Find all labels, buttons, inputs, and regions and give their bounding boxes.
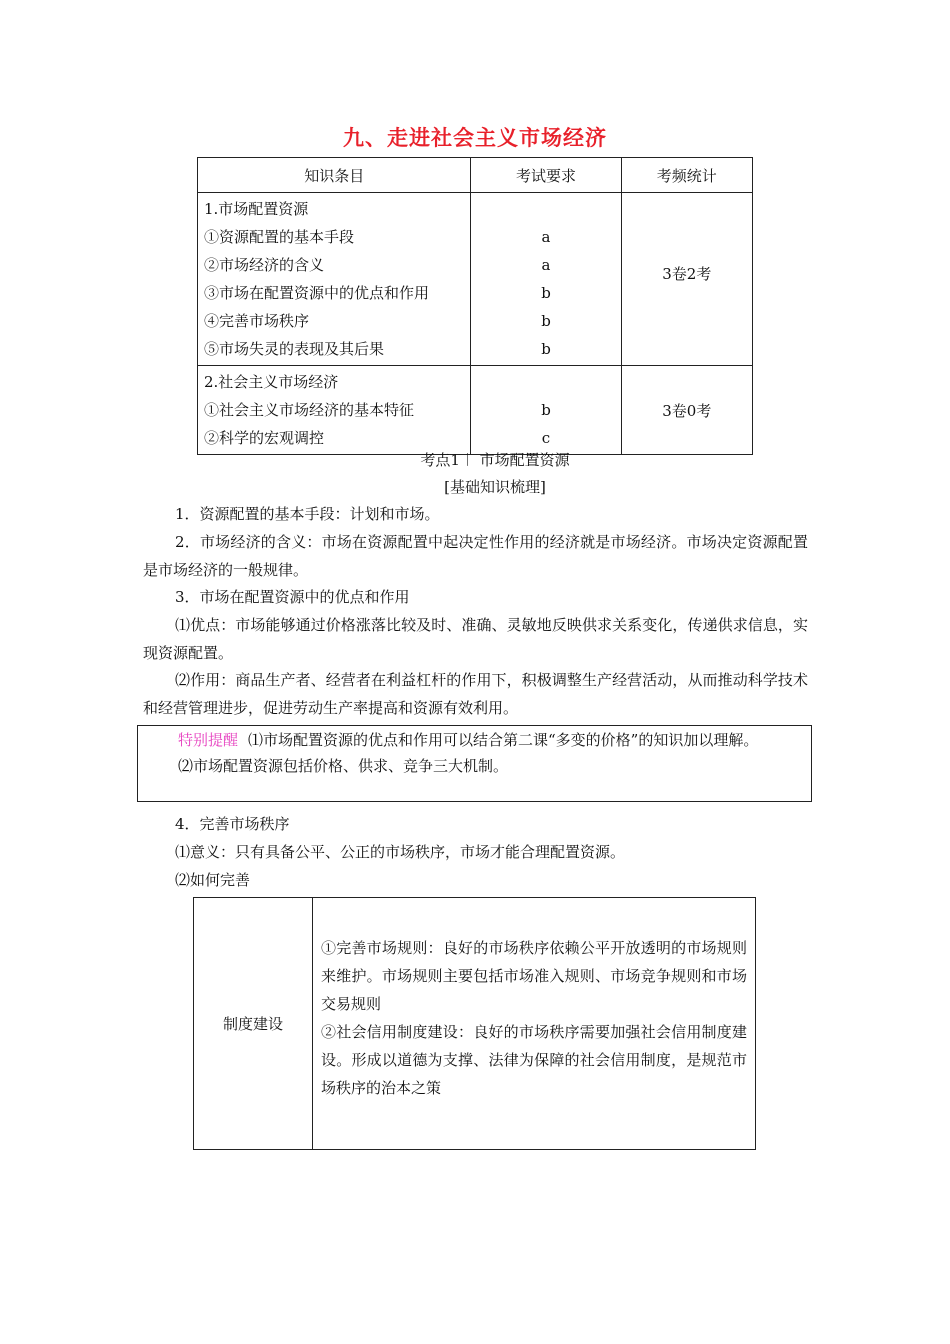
section1-requirements	[471, 193, 621, 366]
section2-frequency: 3卷0考	[621, 366, 752, 455]
requirement-level: a	[541, 256, 551, 274]
reminder-tag: 特别提醒	[178, 731, 239, 749]
system-construction-table	[193, 897, 756, 1150]
reminder-line-1	[144, 727, 805, 753]
paragraph: 3．市场在配置资源中的优点和作用	[175, 588, 410, 606]
reminder-text-1: ⑴市场配置资源的优点和作用可以结合第二课“多变的价格”的知识加以理解。	[248, 731, 759, 749]
list-item: ②市场经济的含义	[204, 256, 325, 274]
content-item: ②社会信用制度建设：良好的市场秩序需要加强社会信用制度建设。形成以道德为支撑、法律为保障的社会信用制度，是规范市场秩序的治本之策	[321, 1023, 747, 1097]
list-item: ④完善市场秩序	[204, 312, 310, 330]
header-frequency: 考频统计	[621, 158, 752, 193]
section2-requirements	[471, 366, 621, 455]
requirement-level: b	[541, 340, 551, 358]
section1-heading: 1.市场配置资源	[204, 200, 309, 218]
special-reminder-box	[137, 725, 812, 802]
header-knowledge-item: 知识条目	[198, 158, 471, 193]
paragraph: 4．完善市场秩序	[175, 815, 290, 833]
list-item: ⑤市场失灵的表现及其后果	[204, 340, 385, 358]
content-item: ①完善市场规则：良好的市场秩序依赖公平开放透明的市场规则来维护。市场规则主要包括市场准入规则、市场竞争规则和市场交易规则	[321, 939, 747, 1013]
section1-items	[198, 193, 471, 366]
table-row	[194, 898, 756, 1150]
list-item: ③市场在配置资源中的优点和作用	[204, 284, 430, 302]
list-item: ①社会主义市场经济的基本特征	[204, 401, 415, 419]
section2-heading: 2.社会主义市场经济	[204, 373, 339, 391]
system-construction-label: 制度建设	[194, 898, 313, 1150]
paragraph: ⑴优点：市场能够通过价格涨落比较及时、准确、灵敏地反映供求关系变化，传递供求信息，实现资源配置。	[143, 616, 808, 662]
requirement-level: a	[541, 228, 551, 246]
system-construction-content	[313, 898, 756, 1150]
paragraph: ⑵如何完善	[175, 871, 251, 889]
requirement-level: c	[541, 429, 551, 447]
requirement-level: b	[541, 284, 551, 302]
header-exam-requirement: 考试要求	[471, 158, 621, 193]
section1-frequency: 3卷2考	[621, 193, 752, 366]
list-item: ①资源配置的基本手段	[204, 228, 355, 246]
requirement-level: b	[541, 401, 551, 419]
knowledge-table	[197, 157, 753, 455]
list-item: ②科学的宏观调控	[204, 429, 325, 447]
page-title: 九、走进社会主义市场经济	[343, 126, 607, 150]
subheading: [基础知识梳理]	[444, 478, 546, 496]
table-row	[198, 366, 753, 455]
table-header-row	[198, 158, 753, 193]
paragraph: 2．市场经济的含义：市场在资源配置中起决定性作用的经济就是市场经济。市场决定资源配置是市场经济的一般规律。	[143, 533, 808, 579]
paragraph: ⑵作用：商品生产者、经营者在利益杠杆的作用下，积极调整生产经营活动，从而推动科学技术和经营管理进步，促进劳动生产率提高和资源有效利用。	[143, 671, 808, 717]
kaodian-heading: 考点1︱ 市场配置资源	[420, 451, 570, 469]
section2-items	[198, 366, 471, 455]
requirement-level: b	[541, 312, 551, 330]
reminder-line-2: ⑵市场配置资源包括价格、供求、竞争三大机制。	[178, 757, 509, 775]
paragraph: ⑴意义：只有具备公平、公正的市场秩序，市场才能合理配置资源。	[175, 843, 626, 861]
table-row	[198, 193, 753, 366]
paragraph: 1．资源配置的基本手段：计划和市场。	[175, 505, 440, 523]
